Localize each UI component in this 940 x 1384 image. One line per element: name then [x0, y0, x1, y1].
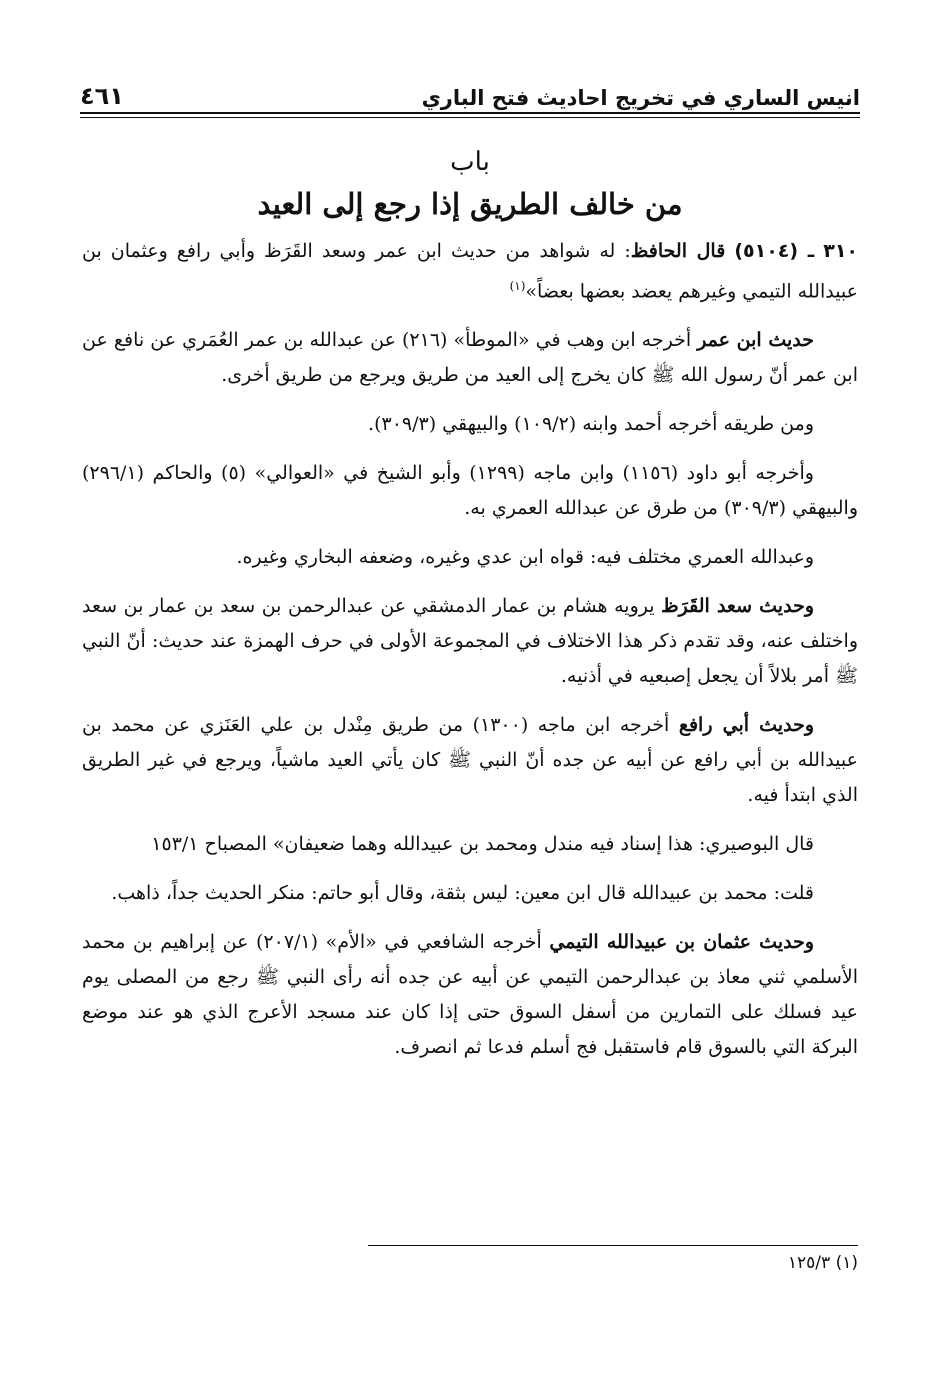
paragraph-abu-dawud: وأخرجه أبو داود (١١٥٦) وابن ماجه (١٢٩٩) وأبو الشيخ في «العوالي» (٥) والحاكم (٢٩٦/١) والبيهقي (٣٠٩/٣) من طرق عن عبدالله العمري به. — [82, 462, 858, 520]
paragraph-busiri: قال البوصيري: هذا إسناد فيه مندل ومحمد بن عبيدالله وهما ضعيفان» المصباح ١٥٣/١ — [151, 833, 814, 856]
text-saad-alqaraz: يرويه هشام بن عمار الدمشقي عن عبدالرحمن بن سعد بن عمار بن سعد واختلف عنه، وقد تقدم ذكر هذا الاختلاف في المجموعة الأولى في حرف الهمزة عند حديث: أنّ النبي ﷺ أمر بلالاً أن يجعل إصبعيه في أذنيه. — [82, 595, 858, 688]
footnote-text: ١٢٥/٣ — [787, 1253, 831, 1273]
chapter-heading — [80, 142, 860, 226]
lead-saad-alqaraz: وحديث سعد القَرَظ — [661, 595, 814, 618]
paragraph-umari: وعبدالله العمري مختلف فيه: قواه ابن عدي وغيره، وضعفه البخاري وغيره. — [236, 546, 814, 569]
footnote — [788, 1253, 858, 1273]
chapter-label: باب — [450, 147, 490, 177]
text-uthman: أخرجه الشافعي في «الأم» (٢٠٧/١) عن إبراهيم بن محمد الأسلمي ثني معاذ بن عبدالرحمن التيمي عن أبيه عن جده أنه رأى النبي ﷺ رجع من المصلى يوم عيد فسلك على التمارين من أسفل السوق حتى إذا كان عند مسجد الأعرج الذي هو عند موضع البركة التي بالسوق قام فاستقبل فج أسلم فدعا ثم انصرف. — [82, 931, 858, 1059]
header-rule-thin — [80, 117, 860, 118]
page-body — [82, 234, 858, 1079]
text-ibn-umar: أخرجه ابن وهب في «الموطأ» (٢١٦) عن عبدالله بن عمر العُمَري عن نافع عن ابن عمر أنّ رسول الله ﷺ كان يخرج إلى العيد من طريق ويرجع من طريق أخرى. — [82, 329, 858, 387]
entry-speaker: قال الحافظ — [630, 240, 726, 262]
paragraph-ibn-umar — [82, 323, 858, 393]
lead-ibn-umar: حديث ابن عمر — [697, 329, 814, 352]
running-title: انيس الساري في تخريج احاديث فتح الباري — [421, 86, 860, 110]
text-abu-rafi: أخرجه ابن ماجه (١٣٠٠) من طريق مِنْدل بن علي العَنَزي عن محمد بن عبيدالله بن أبي رافع عن أبيه عن جده أنّ النبي ﷺ كان يأتي العيد ماشياً، ويرجع في غير الطريق الذي ابتدأ فيه. — [82, 714, 858, 807]
header-rule-thick — [80, 112, 860, 114]
footnote-mark: (١) — [835, 1253, 858, 1273]
chapter-title: من خالف الطريق إذا رجع إلى العيد — [257, 187, 683, 221]
footnote-marker: (١) — [509, 279, 526, 293]
lead-uthman: وحديث عثمان بن عبيدالله التيمي — [549, 931, 814, 954]
entry-text: : له شواهد من حديث ابن عمر وسعد القَرَظ وأبي رافع وعثمان بن عبيدالله التيمي وغيرهم يعضد بعضها بعضاً» — [82, 240, 858, 303]
entry-number: ٣١٠ — [823, 240, 859, 262]
paragraph-saad-alqaraz — [82, 589, 858, 694]
entry-ref: (٥١٠٤) — [734, 240, 799, 262]
lead-abu-rafi: وحديث أبي رافع — [678, 714, 814, 737]
footnote-rule — [368, 1245, 858, 1246]
paragraph-qultu: قلت: محمد بن عبيدالله قال ابن معين: ليس بثقة، وقال أبو حاتم: منكر الحديث جداً، ذاهب. — [111, 882, 814, 905]
paragraph-ahmad: ومن طريقه أخرجه أحمد وابنه (١٠٩/٢) والبيهقي (٣٠٩/٣). — [368, 413, 814, 436]
page-number: ٤٦١ — [80, 82, 124, 110]
paragraph-abu-rafi — [82, 708, 858, 813]
entry-paragraph: ٣١٠ ـ (٥١٠٤) قال الحافظ: له شواهد من حديث ابن عمر وسعد القَرَظ وأبي رافع وعثمان بن عبيدالله التيمي وغيرهم يعضد بعضها بعضاً»$^{(١)}$ — [82, 240, 859, 303]
page-header — [80, 74, 860, 110]
paragraph-uthman — [82, 925, 858, 1065]
